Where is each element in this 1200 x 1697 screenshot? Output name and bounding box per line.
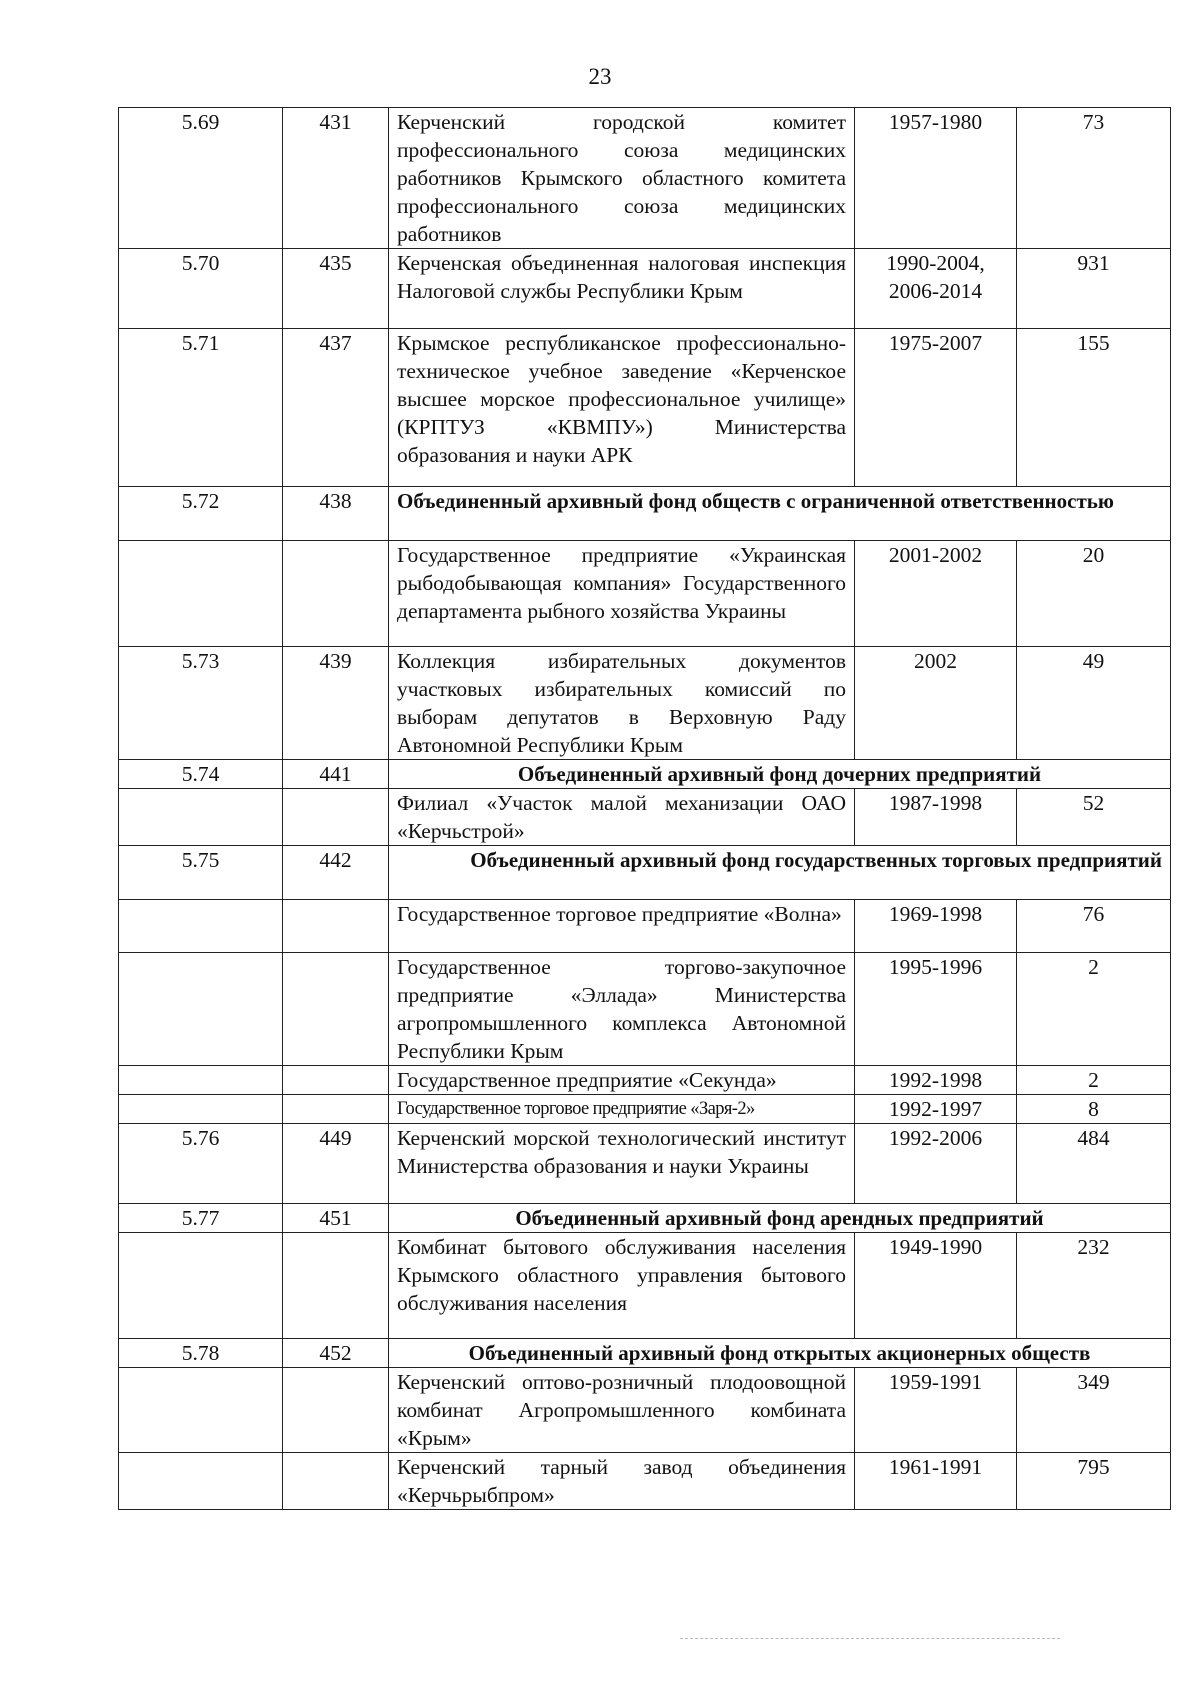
date-range-cell: 1957-1980 (855, 108, 1017, 249)
group-title-cell: Объединенный архивный фонд открытых акционерных обществ (389, 1339, 1171, 1368)
item-number-cell (119, 1453, 283, 1510)
date-range-cell: 1992-1997 (855, 1095, 1017, 1124)
table-row (119, 1066, 1171, 1095)
file-count-cell: 349 (1017, 1368, 1171, 1453)
fund-name-cell: Государственное предприятие «Украинская рыбодобывающая компания» Государственного департамента рыбного хозяйства Украины (389, 541, 855, 647)
fund-number-cell: 438 (283, 487, 389, 541)
fund-name-cell: Государственное торгово-закупочное предприятие «Эллада» Министерства агропромышленного комплекса Автономной Республики Крым (389, 953, 855, 1066)
file-count-cell: 2 (1017, 1066, 1171, 1095)
fund-number-cell: 441 (283, 760, 389, 789)
date-range-cell: 1995-1996 (855, 953, 1017, 1066)
fund-number-cell: 452 (283, 1339, 389, 1368)
fund-number-cell: 442 (283, 846, 389, 900)
fund-name-cell: Керченский оптово-розничный плодоовощной комбинат Агропромышленного комбината «Крым» (389, 1368, 855, 1453)
group-title-cell: Объединенный архивный фонд государственных торговых предприятий (389, 846, 1171, 900)
table-row (119, 1124, 1171, 1204)
table-row (119, 953, 1171, 1066)
fund-number-cell (283, 1066, 389, 1095)
date-range-cell: 1961-1991 (855, 1453, 1017, 1510)
date-range-cell: 1990-2004, 2006-2014 (855, 249, 1017, 329)
item-number-cell: 5.70 (119, 249, 283, 329)
date-range-cell: 1969-1998 (855, 900, 1017, 953)
file-count-cell: 49 (1017, 647, 1171, 760)
fund-number-cell: 449 (283, 1124, 389, 1204)
date-range-cell: 1975-2007 (855, 329, 1017, 487)
fund-name-cell: Государственное торговое предприятие «Волна» (389, 900, 855, 953)
fund-name-cell: Государственное предприятие «Секунда» (389, 1066, 855, 1095)
fund-name-cell: Комбинат бытового обслуживания населения Крымского областного управления бытового обслуживания населения (389, 1233, 855, 1339)
fund-name-cell: Керченский тарный завод объединения «Керчьрыбпром» (389, 1453, 855, 1510)
group-header-row (119, 1339, 1171, 1368)
file-count-cell: 76 (1017, 900, 1171, 953)
item-number-cell (119, 1368, 283, 1453)
date-range-cell: 1992-2006 (855, 1124, 1017, 1204)
file-count-cell: 2 (1017, 953, 1171, 1066)
fund-number-cell (283, 789, 389, 846)
fund-registry-table (118, 107, 1171, 1510)
fund-number-cell: 439 (283, 647, 389, 760)
group-header-row (119, 846, 1171, 900)
date-range-cell: 2002 (855, 647, 1017, 760)
fund-number-cell: 451 (283, 1204, 389, 1233)
table-row (119, 329, 1171, 487)
file-count-cell: 232 (1017, 1233, 1171, 1339)
item-number-cell: 5.72 (119, 487, 283, 541)
fund-number-cell (283, 1368, 389, 1453)
date-range-cell: 1987-1998 (855, 789, 1017, 846)
fund-name-cell: Керченский городской комитет профессионального союза медицинских работников Крымского областного комитета профессионального союза медицинских работников (389, 108, 855, 249)
scan-artifact-line (680, 1638, 1060, 1639)
table-row (119, 900, 1171, 953)
item-number-cell (119, 1066, 283, 1095)
table-row (119, 1233, 1171, 1339)
fund-number-cell (283, 541, 389, 647)
item-number-cell: 5.75 (119, 846, 283, 900)
item-number-cell: 5.69 (119, 108, 283, 249)
file-count-cell: 20 (1017, 541, 1171, 647)
file-count-cell: 155 (1017, 329, 1171, 487)
item-number-cell: 5.74 (119, 760, 283, 789)
fund-name-cell: Филиал «Участок малой механизации ОАО «Керчьстрой» (389, 789, 855, 846)
fund-number-cell: 437 (283, 329, 389, 487)
fund-name-cell: Коллекция избирательных документов участковых избирательных комиссий по выборам депутатов в Верховную Раду Автономной Республики Крым (389, 647, 855, 760)
table-row (119, 1453, 1171, 1510)
table-row (119, 1368, 1171, 1453)
group-title-cell: Объединенный архивный фонд дочерних предприятий (389, 760, 1171, 789)
file-count-cell: 795 (1017, 1453, 1171, 1510)
page-number: 23 (588, 64, 612, 89)
fund-name-cell: Керченская объединенная налоговая инспекция Налоговой службы Республики Крым (389, 249, 855, 329)
group-title-cell: Объединенный архивный фонд обществ с ограниченной ответственностью (389, 487, 1171, 541)
fund-registry-body (119, 108, 1171, 1510)
date-range-cell: 1959-1991 (855, 1368, 1017, 1453)
fund-name-cell: Государственное торговое предприятие «Заря-2» (389, 1095, 855, 1124)
group-header-row (119, 487, 1171, 541)
date-range-cell: 1992-1998 (855, 1066, 1017, 1095)
file-count-cell: 931 (1017, 249, 1171, 329)
item-number-cell: 5.78 (119, 1339, 283, 1368)
file-count-cell: 52 (1017, 789, 1171, 846)
fund-number-cell (283, 1095, 389, 1124)
item-number-cell (119, 953, 283, 1066)
fund-number-cell (283, 900, 389, 953)
fund-name-cell: Крымское республиканское профессионально-техническое учебное заведение «Керченское высшее морское профессиональное училище» (КРПТУЗ «КВМПУ») Министерства образования и науки АРК (389, 329, 855, 487)
file-count-cell: 73 (1017, 108, 1171, 249)
file-count-cell: 8 (1017, 1095, 1171, 1124)
item-number-cell: 5.73 (119, 647, 283, 760)
item-number-cell (119, 541, 283, 647)
table-row (119, 108, 1171, 249)
item-number-cell (119, 789, 283, 846)
fund-name-cell: Керченский морской технологический институт Министерства образования и науки Украины (389, 1124, 855, 1204)
file-count-cell: 484 (1017, 1124, 1171, 1204)
fund-number-cell: 435 (283, 249, 389, 329)
group-header-row (119, 760, 1171, 789)
group-title-cell: Объединенный архивный фонд арендных предприятий (389, 1204, 1171, 1233)
fund-number-cell: 431 (283, 108, 389, 249)
table-row (119, 249, 1171, 329)
fund-number-cell (283, 1453, 389, 1510)
fund-number-cell (283, 1233, 389, 1339)
table-row (119, 789, 1171, 846)
table-row (119, 541, 1171, 647)
group-header-row (119, 1204, 1171, 1233)
item-number-cell (119, 1095, 283, 1124)
fund-number-cell (283, 953, 389, 1066)
date-range-cell: 1949-1990 (855, 1233, 1017, 1339)
item-number-cell: 5.77 (119, 1204, 283, 1233)
item-number-cell (119, 900, 283, 953)
table-row (119, 647, 1171, 760)
item-number-cell: 5.76 (119, 1124, 283, 1204)
item-number-cell (119, 1233, 283, 1339)
date-range-cell: 2001-2002 (855, 541, 1017, 647)
table-row (119, 1095, 1171, 1124)
item-number-cell: 5.71 (119, 329, 283, 487)
